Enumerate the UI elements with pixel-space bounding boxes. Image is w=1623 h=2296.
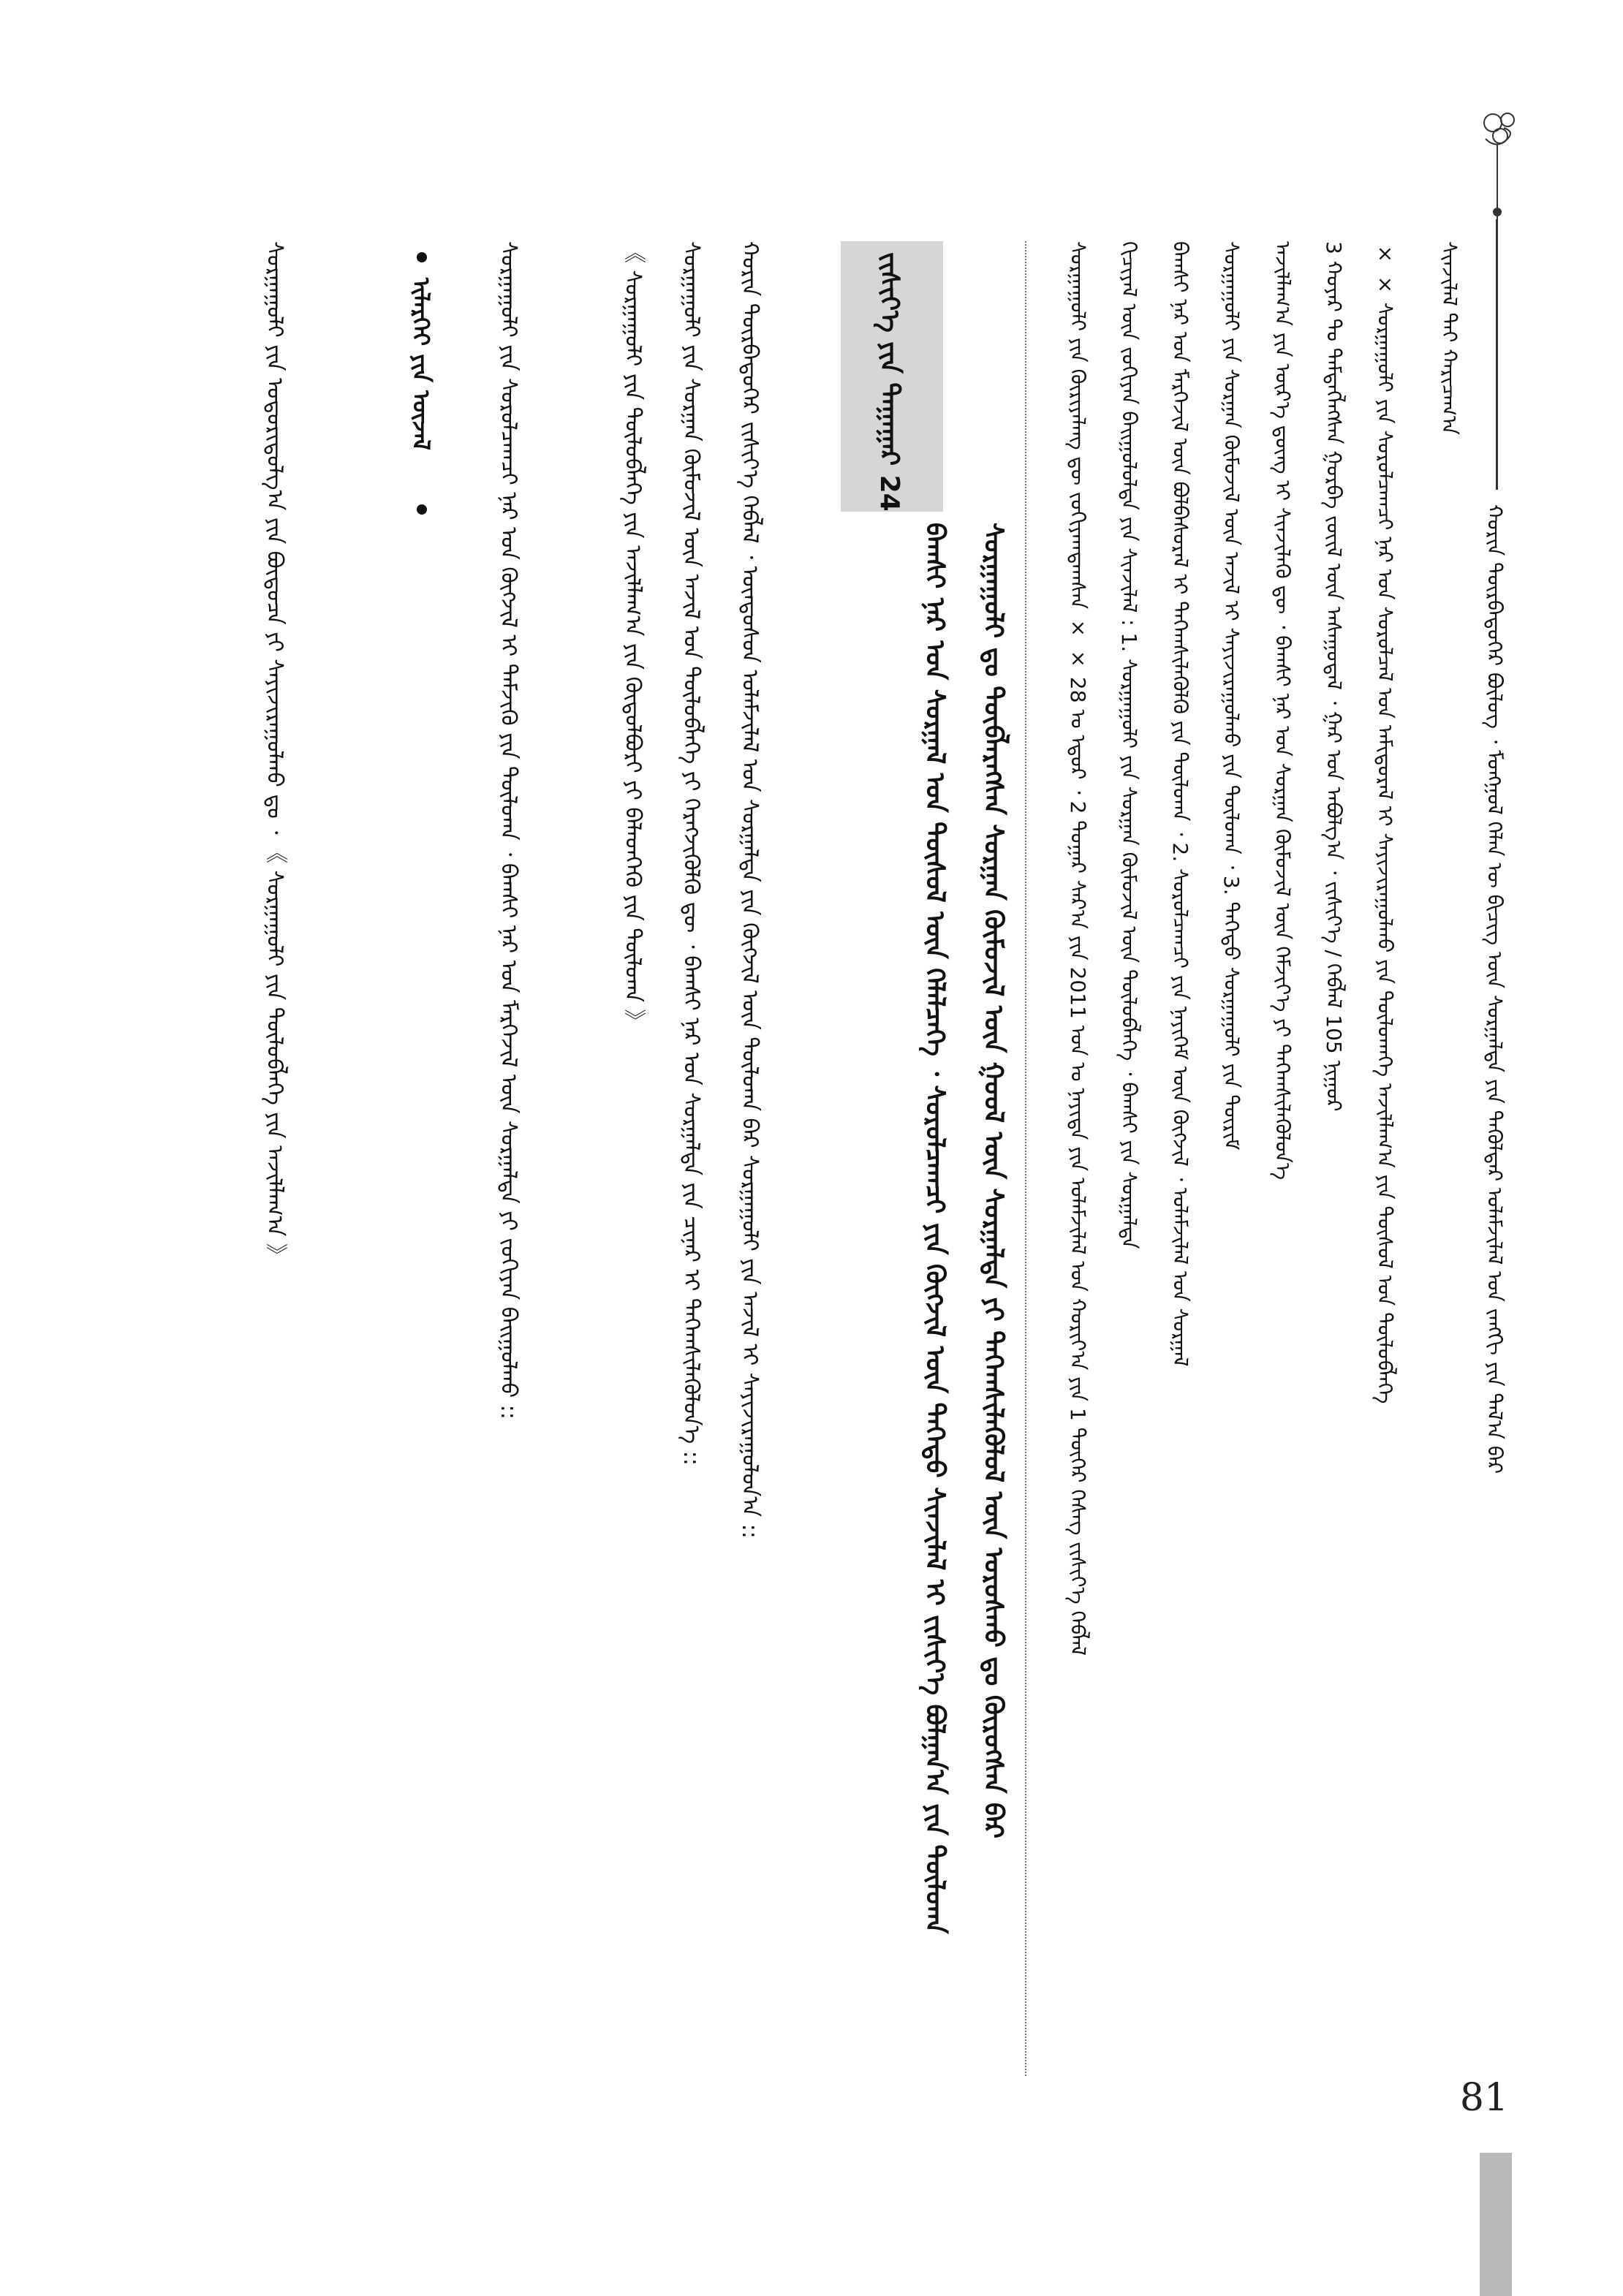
paragraph-line: ᠰᠤᠷᠭᠠᠭᠤᠯᠢ ᠶᠢᠨ ᠰᠤᠷᠭᠠᠨ ᠬᠦᠮᠦᠵᠢᠯ ᠦᠨ ᠠᠵᠢᠯ ᠤᠨ ᠲᠥᠯᠥᠪᠯᠡᠭᠡ ᠶᠢ ᠬᠡᠷᠡᠭᠵᠢᠭᠦᠯᠬᠦ ᠳᠦ ᠂ ᠪᠠᠭᠰᠢ ᠨᠠᠷ ᠤᠨ ᠰᠤᠷᠭᠠᠯᠲᠠ ᠶᠢᠨ ᠴᠢᠨᠠᠷ ᠢ ᠳᠡᠭᠡᠭ᠍ᠰᠢᠯᠡᠭᠦᠯᠦᠨ᠎ᠡ :: bbox=[678, 241, 704, 1466]
paragraph-line: ᠰᠤᠷᠭᠠᠭᠤᠯᠢ ᠶᠢᠨ ᠤᠳᠤᠷᠢᠳᠤᠯᠭ᠎ᠠ ᠶᠢᠨ ᠪᠦᠲᠦᠴᠡ ᠶᠢ ᠰᠠᠶᠢᠵᠢᠷᠠᠭᠤᠯᠬᠤ ᠳᠤ ᠂ 《 ᠰᠤᠷᠭᠠᠭᠤᠯᠢ ᠶᠢᠨ ᠲᠥᠯᠥᠪᠯᠡᠭᠡ ᠶᠢᠨ ᠠᠵᠢᠯᠯᠠᠭ᠎ᠠ 》 bbox=[262, 241, 287, 1265]
bullet-icon bbox=[417, 504, 427, 515]
running-title: ᠬᠣᠷᠢᠨ ᠳᠥᠷᠪᠡᠳᠦᠭᠡᠷ ᠪᠦᠯᠦᠭ ᠂ ᠮᠣᠩᠭᠣᠯ ᠬᠡᠯᠡᠨ ᠦ ᠪᠢᠴᠢᠭ ᠦᠨ ᠰᠤᠷᠭᠠᠯᠲᠠ ᠶᠢᠨ ᠲᠡᠭᠦᠯᠳᠡᠷ ᠤᠯᠠᠮᠵᠢᠯᠠᠯ ᠤᠨ ᠵᠠᠩᠭᠢ ᠶᠢᠨ ᠲᠠᠯ᠎ᠠ ᠪᠠᠷ bbox=[1483, 504, 1507, 1474]
running-subtitle: ᠰᠢᠨᠵᠢᠯᠡᠯ ᠲᠡᠶ ᠬᠠᠷᠢᠴᠠᠭ᠎ᠠ bbox=[1437, 241, 1461, 435]
header-rule bbox=[1496, 219, 1498, 490]
reference-line: ᠪᠠᠭᠰᠢ ᠨᠠᠷ ᠤᠨ ᠮᠡᠷᠭᠡᠵᠢᠯ ᠦᠨ ᠪᠣᠯᠪᠠᠰᠤᠷᠠᠯ ᠢ ᠳᠡᠭᠡᠭ᠍ᠰᠢᠯᠡᠭᠦᠯᠬᠦ ᠶᠢᠨ ᠲᠥᠯᠥᠭ᠍ᠡ ᠂ 2. ᠰᠤᠷᠤᠯᠴᠠᠭᠴᠢ ᠶᠢᠨ ᠨᠡᠶᠢᠭᠡᠮ ᠦᠨ ᠬᠥᠭᠵᠢᠯ ᠂ ᠤᠯᠠᠮᠵᠢᠯᠠᠯ ᠤᠨ ᠰᠤᠷᠭᠠᠯ bbox=[1168, 241, 1192, 1367]
reference-line: ᠰᠤᠷᠭᠠᠭᠤᠯᠢ ᠶᠢᠨ ᠰᠤᠷᠭᠠᠨ ᠬᠦᠮᠦᠵᠢᠯ ᠦᠨ ᠠᠵᠢᠯ ᠢ ᠰᠠᠶᠢᠵᠢᠷᠠᠭᠤᠯᠬᠤ ᠶᠢᠨ ᠲᠥᠯᠥᠭ᠍ᠡ ᠂ 3. ᠳᠡᠭᠡᠳᠦ ᠰᠤᠷᠭᠠᠭᠤᠯᠢ ᠶᠢᠨ ᠳᠦᠷᠢᠮ bbox=[1219, 241, 1244, 1151]
reference-line: ᠬᠢᠴᠢᠶᠡᠯ ᠦᠨ ᠵᠣᠬᠢᠶᠠᠨ ᠪᠠᠢᠭᠤᠯᠤᠯᠲᠠ ᠶᠢᠨ ᠰᠢᠨᠵᠢᠯᠡᠯ : 1. ᠰᠤᠷᠭᠠᠭᠤᠯᠢ ᠶᠢᠨ ᠰᠤᠷᠭᠠᠨ ᠬᠦᠮᠦᠵᠢᠯ ᠦᠨ ᠲᠥᠯᠥᠪᠯᠡᠭᠡ ᠂ ᠪᠠᠭᠰᠢ ᠶᠢᠨ ᠰᠤᠷᠭᠠᠯᠲᠠ bbox=[1117, 241, 1141, 1249]
paragraph-line: 《 ᠰᠤᠷᠭᠠᠭᠤᠯᠢ ᠶᠢᠨ ᠲᠥᠯᠥᠪᠯᠡᠭᠡ ᠶᠢᠨ ᠠᠵᠢᠯᠯᠠᠭ᠎ᠠ ᠶᠢᠨ ᠬᠥᠲᠥᠯᠪᠦᠷᠢ ᠶᠢ ᠪᠡᠯᠡᠳᠬᠡᠬᠦ ᠶᠢᠨ ᠲᠥᠯᠥᠭ᠍ᠡ 》 bbox=[620, 241, 646, 1031]
paragraph-line: ᠬᠣᠷᠢᠨ ᠳᠥᠷᠪᠡᠳᠦᠭᠡᠷ ᠵᠢᠱᠢᠶ᠎ᠡ ᠬᠡᠪᠯᠡᠯ ᠂ ᠦᠨᠳᠦᠰᠦᠨ ᠤᠯᠠᠮᠵᠢᠯᠠᠯ ᠤᠨ ᠰᠤᠷᠭᠠᠯᠲᠠ ᠶᠢᠨ ᠬᠥᠭᠵᠢᠯ ᠦᠨ ᠲᠥᠯᠥᠭ᠍ᠡ ᠪᠠᠷ ᠰᠤᠷᠭᠠᠭᠤᠯᠢ ᠶᠢᠨ ᠠᠵᠢᠯ ᠢ ᠰᠠᠶᠢᠵᠢᠷᠠᠭᠤᠯᠤᠨ᠎ᠠ :: bbox=[737, 241, 763, 1539]
section-title-line: ᠪᠠᠭᠰᠢ ᠨᠠᠷ ᠤᠨ ᠰᠤᠷᠭᠠᠯ ᠤᠨ ᠲᠥᠰᠥᠯ ᠦᠨ ᠬᠡᠯᠡᠯᠴᠡᠭᠡ ᠂ ᠰᠤᠷᠤᠯᠴᠠᠭᠴᠢ ᠶᠢᠨ ᠬᠥᠭᠵᠢᠯ ᠦᠨ ᠳᠡᠭᠡᠳᠦ ᠰᠢᠨᠵᠢᠯᠡᠯ ᠢ ᠵᠢᠱᠢᠶ᠎ᠡ ᠪᠣᠯᠭᠠᠨ᠎ᠠ ᠶᠢᠨ ᠲᠥᠯᠥᠭ᠍ᠡ bbox=[920, 523, 950, 1934]
ornament-icon bbox=[1471, 110, 1522, 219]
paragraph-line: ᠰᠤᠷᠭᠠᠭᠤᠯᠢ ᠶᠢᠨ ᠰᠤᠷᠤᠯᠴᠠᠭᠴᠢ ᠨᠠᠷ ᠤᠨ ᠬᠥᠭᠵᠢᠯ ᠢ ᠳᠡᠮᠵᠢᠬᠦ ᠶᠢᠨ ᠲᠥᠯᠥᠭ᠍ᠡ ᠂ ᠪᠠᠭᠰᠢ ᠨᠠᠷ ᠤᠨ ᠮᠡᠷᠭᠡᠵᠢᠯ ᠦᠨ ᠰᠤᠷᠭᠠᠯᠲᠠ ᠶᠢ ᠵᠣᠬᠢᠶᠠᠨ ᠪᠠᠢᠭᠤᠯᠬᠤ :: bbox=[496, 241, 521, 1420]
section-divider bbox=[1025, 241, 1026, 2076]
reference-line: × × ᠰᠤᠷᠭᠠᠭᠤᠯᠢ ᠶᠢᠨ ᠰᠤᠷᠤᠯᠴᠠᠭᠴᠢ ᠨᠠᠷ ᠤᠨ ᠰᠤᠷᠤᠯᠴᠠᠯ ᠤᠨ ᠠᠮᠢᠳᠤᠷᠠᠯ ᠢ ᠰᠠᠶᠢᠵᠢᠷᠠᠭᠤᠯᠬᠤ ᠶᠢᠨ ᠲᠥᠯᠥᠭ᠍ᠡᠭᠡ ᠠᠵᠢᠯᠯᠠᠭ᠎ᠠ ᠶᠢᠨ ᠲᠥᠰᠥᠯ ᠤᠨ ᠲᠥᠯᠥᠪᠯᠡᠭᠡ bbox=[1373, 241, 1397, 1404]
section-number-title: ᠵᠢᠱᠢᠶ᠎ᠡ ᠶᠢᠨ ᠳᠠᠭᠠᠭᠠᠷ 24 bbox=[874, 252, 904, 512]
reference-line: ᠰᠤᠷᠭᠠᠭᠤᠯᠢ ᠶᠢᠨ ᠬᠦᠷᠢᠶᠡᠯᠡᠩ ᠳᠦ ᠵᠣᠬᠢᠶᠠᠭᠳᠠᠭᠰᠠᠨ × × 28 ᠤ ᠡᠳᠦᠷ ᠂ 2 ᠳᠤᠭᠠᠷ ᠰᠠᠷ᠎ᠠ ᠶᠢᠨ 2011 ᠤᠨ ᠤ ᠨᠡᠶᠢᠲᠡ ᠶᠢᠨ ᠤᠯᠠᠮᠵᠢᠯᠠᠯ ᠤᠨ ᠬᠣᠷᠢᠶ᠎ᠠ ᠶᠢᠨ 1 ᠳᠦᠭᠡᠷ ᠬᠡᠰᠡᠭ ᠵᠢᠱᠢᠶ᠎ᠡ ᠬᠡᠪᠯᠡᠯ bbox=[1066, 241, 1090, 1656]
reference-line: ᠠᠵᠢᠯᠯᠠᠭ᠎ᠠ ᠶᠢᠨ ᠦᠷ᠎ᠡ ᠳ᠋ᠦᠩ ᠢ ᠰᠢᠨᠵᠢᠯᠡᠬᠦ ᠳᠦ ᠂ ᠪᠠᠭᠰᠢ ᠨᠠᠷ ᠤᠨ ᠰᠤᠷᠭᠠᠨ ᠬᠦᠮᠦᠵᠢᠯ ᠦᠨ ᠬᠡᠮᠵᠢᠶ᠎ᠡ ᠶᠢ ᠳᠡᠭᠡᠭ᠍ᠰᠢᠯᠡᠭᠦᠯᠦᠨ᠎ᠡ bbox=[1271, 241, 1295, 1181]
page-number: 81 bbox=[1459, 2076, 1509, 2120]
thumb-index-tab bbox=[1480, 2153, 1512, 2296]
reference-line: 3 ᠬᠣᠶᠠᠷ ᠲᠤ ᠲᠡᠮᠳᠡᠭᠯᠡᠭᠰᠡᠨ ᠭᠤᠷᠪᠠ ᠵᠦᠢᠯ ᠦᠨ ᠠᠰᠠᠭᠤᠳᠠᠯ ᠂ ᠭᠠᠷ ᠤᠨ ᠠᠪᠤᠯᠭ᠎ᠠ ᠂ ᠵᠢᠱᠢᠶ᠎ᠡ / ᠬᠡᠪᠯᠡᠯ 105 ᠨᠢᠭᠤᠷ bbox=[1322, 241, 1346, 1112]
section-title-line: ᠰᠤᠷᠭᠠᠭᠤᠯᠢ ᠳᠤ ᠲᠥᠪᠯᠡᠷᠡᠭᠰᠡᠨ ᠰᠤᠷᠭᠠᠨ ᠬᠦᠮᠦᠵᠢᠯ ᠦᠨ ᠭᠤᠤᠯ ᠦᠨ ᠰᠤᠷᠭᠠᠯᠲᠠ ᠶᠢ ᠳᠡᠭᠡᠭ᠍ᠰᠢᠯᠡᠭᠦᠯᠦᠯ ᠦᠨ ᠤᠷᠤᠰᠬᠤ ᠳᠤ ᠬᠦᠷᠦᠭᠰᠡᠨ ᠪᠡᠷ bbox=[978, 523, 1008, 1839]
subheading: ᠢᠯᠡᠷᠬᠡᠢ ᠶᠢᠨ ᠦᠵᠡᠯ bbox=[407, 278, 435, 450]
bullet-icon bbox=[417, 252, 427, 262]
